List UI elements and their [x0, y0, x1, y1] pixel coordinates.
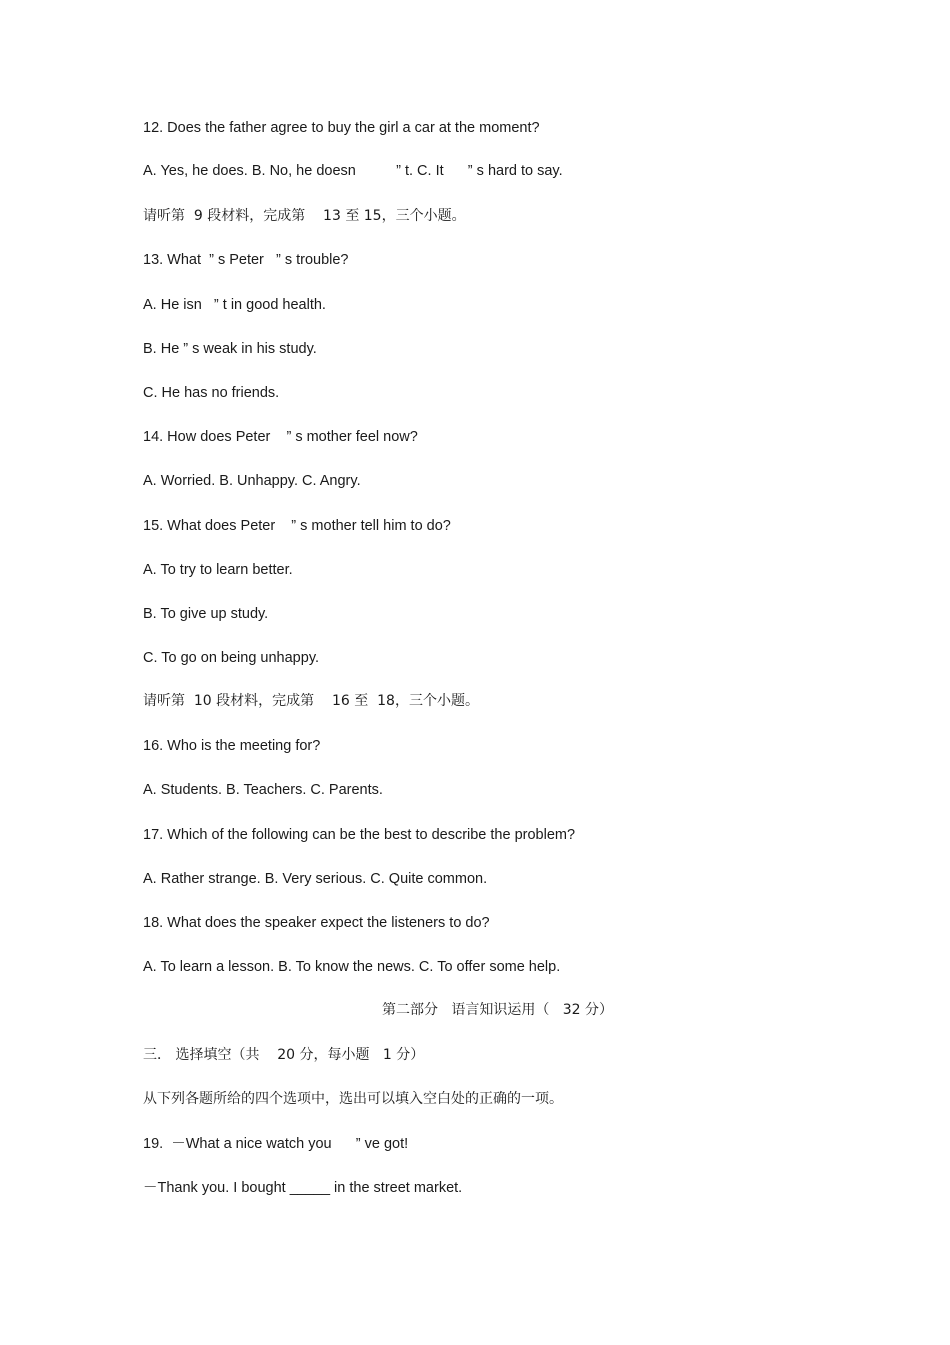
question-13-option-c: C. He has no friends.	[143, 385, 280, 401]
question-14: 14. How does Peter ” s mother feel now?	[143, 429, 418, 445]
question-18-options: A. To learn a lesson. B. To know the news. C. To offer some help.	[143, 959, 561, 975]
section-three-instruction: 从下列各题所给的四个选项中，选出可以填入空白处的正确的一项。	[143, 1091, 563, 1107]
question-19-response: －Thank you. I bought _____ in the street market.	[143, 1180, 463, 1196]
section-instruction-9: 请听第 9 段材料，完成第 13 至 15，三个小题。	[143, 208, 466, 224]
question-13-option-b: B. He ” s weak in his study.	[143, 341, 317, 357]
question-16: 16. Who is the meeting for?	[143, 738, 321, 754]
question-17: 17. Which of the following can be the best to describe the problem?	[143, 827, 576, 843]
question-15-option-c: C. To go on being unhappy.	[143, 650, 320, 666]
question-15: 15. What does Peter ” s mother tell him to do?	[143, 518, 451, 534]
part-two-heading: 第二部分 语言知识运用（ 32 分）	[382, 1002, 613, 1018]
question-13-option-a: A. He isn ” t in good health.	[143, 297, 326, 313]
question-19: 19. －What a nice watch you ” ve got!	[143, 1136, 409, 1152]
question-15-option-a: A. To try to learn better.	[143, 562, 293, 578]
question-12: 12. Does the father agree to buy the girl a car at the moment?	[143, 120, 540, 136]
question-17-options: A. Rather strange. B. Very serious. C. Quite common.	[143, 871, 488, 887]
question-16-options: A. Students. B. Teachers. C. Parents.	[143, 782, 383, 798]
section-instruction-10: 请听第 10 段材料，完成第 16 至 18，三个小题。	[143, 693, 479, 709]
question-12-options: A. Yes, he does. B. No, he doesn ” t. C. It ” s hard to say.	[143, 163, 563, 179]
section-three-heading: 三． 选择填空（共 20 分，每小题 1 分）	[143, 1047, 425, 1063]
question-18: 18. What does the speaker expect the listeners to do?	[143, 915, 490, 931]
question-14-options: A. Worried. B. Unhappy. C. Angry.	[143, 473, 361, 489]
question-15-option-b: B. To give up study.	[143, 606, 269, 622]
question-13: 13. What ” s Peter ” s trouble?	[143, 252, 349, 268]
